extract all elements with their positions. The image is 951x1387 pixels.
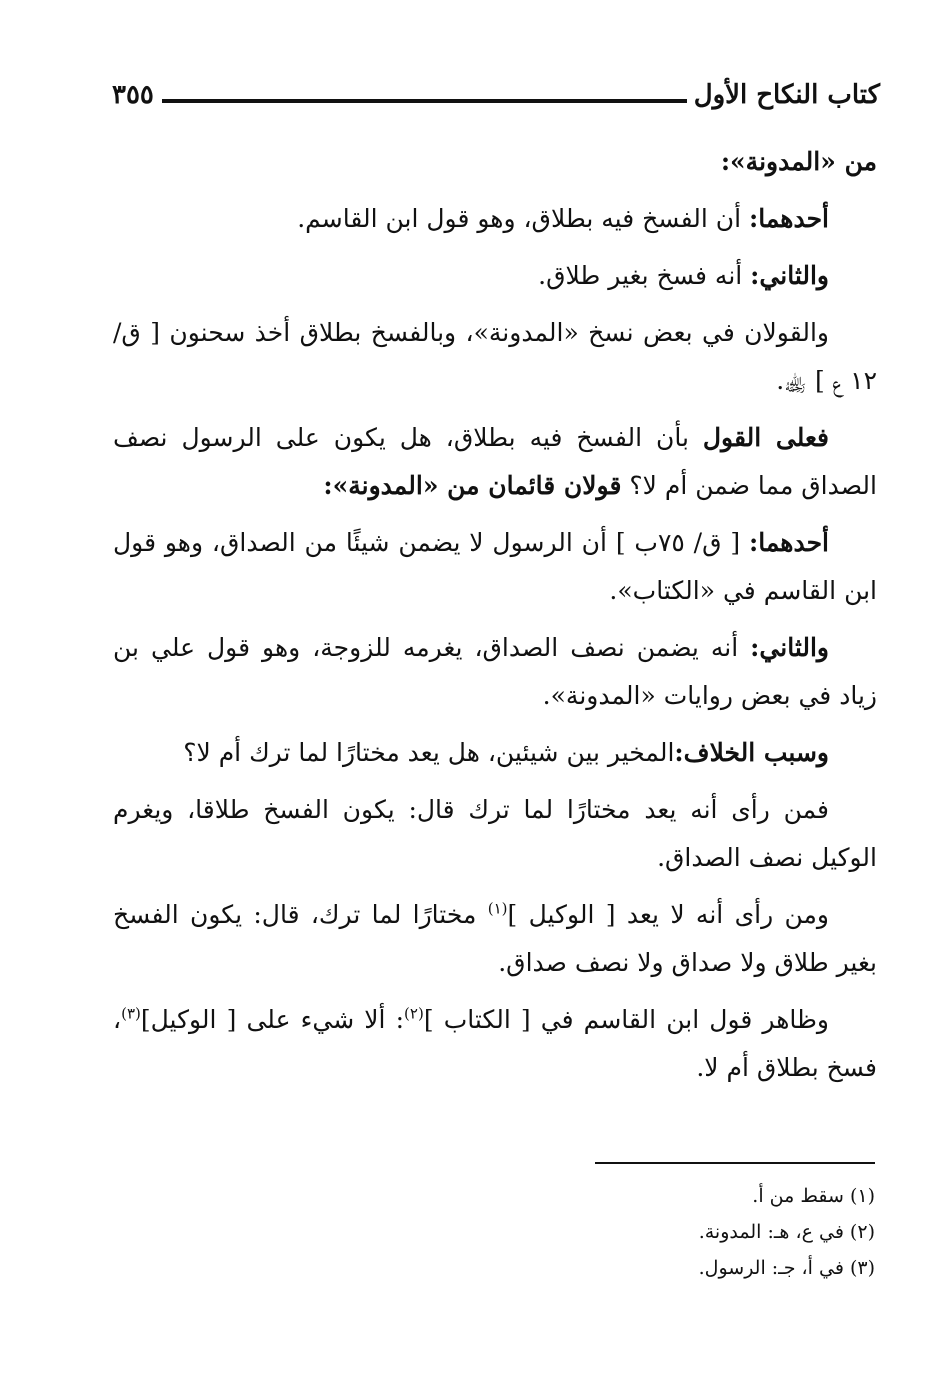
footnote-divider: [595, 1162, 875, 1164]
paragraph: [113, 624, 877, 720]
paragraph: [113, 138, 877, 186]
paragraph-lead: والثاني:: [750, 633, 829, 662]
footnote-ref: (١): [487, 899, 508, 918]
paragraph-text: وظاهر قول ابن القاسم في [ الكتاب ]: [423, 1005, 829, 1034]
paragraph: [113, 252, 877, 300]
header-rule: [162, 99, 687, 103]
footnote-ref: (٣): [121, 1004, 141, 1023]
paragraph-lead: فعلى القول: [702, 423, 830, 452]
footnote: (٢) في ع، هـ: المدونة.: [698, 1221, 875, 1243]
paragraph-lead: والثاني:: [750, 261, 829, 290]
paragraph: [113, 996, 877, 1092]
paragraph-text: ومن رأى أنه لا يعد [ الوكيل ]: [507, 900, 829, 929]
paragraph-text: بأن الفسخ فيه بطلاق، هل يكون على الرسول نصف الصداق مما ضمن أم لا؟: [113, 423, 877, 500]
footnote: (١) سقط من أ.: [752, 1185, 875, 1207]
footnote-ref: (٢): [404, 1004, 424, 1023]
paragraph-tail: قولان قائمان من «المدونة»:: [323, 471, 622, 500]
paragraph-text: أن الفسخ فيه بطلاق، وهو قول ابن القاسم.: [297, 204, 749, 233]
paragraph: [113, 729, 877, 777]
page-header: [112, 78, 880, 118]
paragraph-text: والقولان في بعض نسخ «المدونة»، وبالفسخ بطلاق أخذ سحنون [ ق/ ١٢ ع ] ﵀.: [113, 318, 877, 395]
paragraph: [113, 786, 877, 882]
paragraph-text: أنه يضمن نصف الصداق، يغرمه للزوجة، وهو قول علي بن زياد في بعض روايات «المدونة».: [113, 633, 877, 710]
paragraph-lead: أحدهما:: [748, 204, 829, 233]
paragraph-lead: أحدهما:: [748, 528, 829, 557]
paragraph: [113, 414, 877, 510]
paragraph-text: أنه فسخ بغير طلاق.: [538, 261, 751, 290]
paragraph-text: ، فسخ بطلاق أم لا.: [113, 1005, 877, 1082]
chapter-title: كتاب النكاح الأول: [693, 80, 880, 110]
paragraph-lead: وسبب الخلاف:: [674, 738, 829, 767]
paragraph-text: من «المدونة»:: [720, 147, 877, 176]
paragraph: [113, 891, 877, 987]
footnotes: [475, 1178, 875, 1286]
paragraph-text: المخير بين شيئين، هل يعد مختارًا لما ترك أم لا؟: [183, 738, 675, 767]
paragraph: [113, 519, 877, 615]
paragraph-text: مختارًا لما ترك، قال: يكون الفسخ بغير طلاق ولا صداق ولا نصف صداق.: [113, 900, 877, 977]
paragraph-text: فمن رأى أنه يعد مختارًا لما ترك قال: يكون الفسخ طلاقا، ويغرم الوكيل نصف الصداق.: [113, 795, 877, 872]
paragraph: [113, 195, 877, 243]
paragraph-text: : ألا شيء على [ الوكيل]: [140, 1005, 405, 1034]
paragraph: [113, 309, 877, 405]
paragraph-text: [ ق/ ٧٥ب ] أن الرسول لا يضمن شيئًا من الصداق، وهو قول ابن القاسم في «الكتاب».: [113, 528, 877, 605]
footnote: (٣) في أ، جـ: الرسول.: [698, 1257, 875, 1279]
page-number: ٣٥٥: [112, 80, 154, 110]
body-text: [113, 138, 877, 1101]
